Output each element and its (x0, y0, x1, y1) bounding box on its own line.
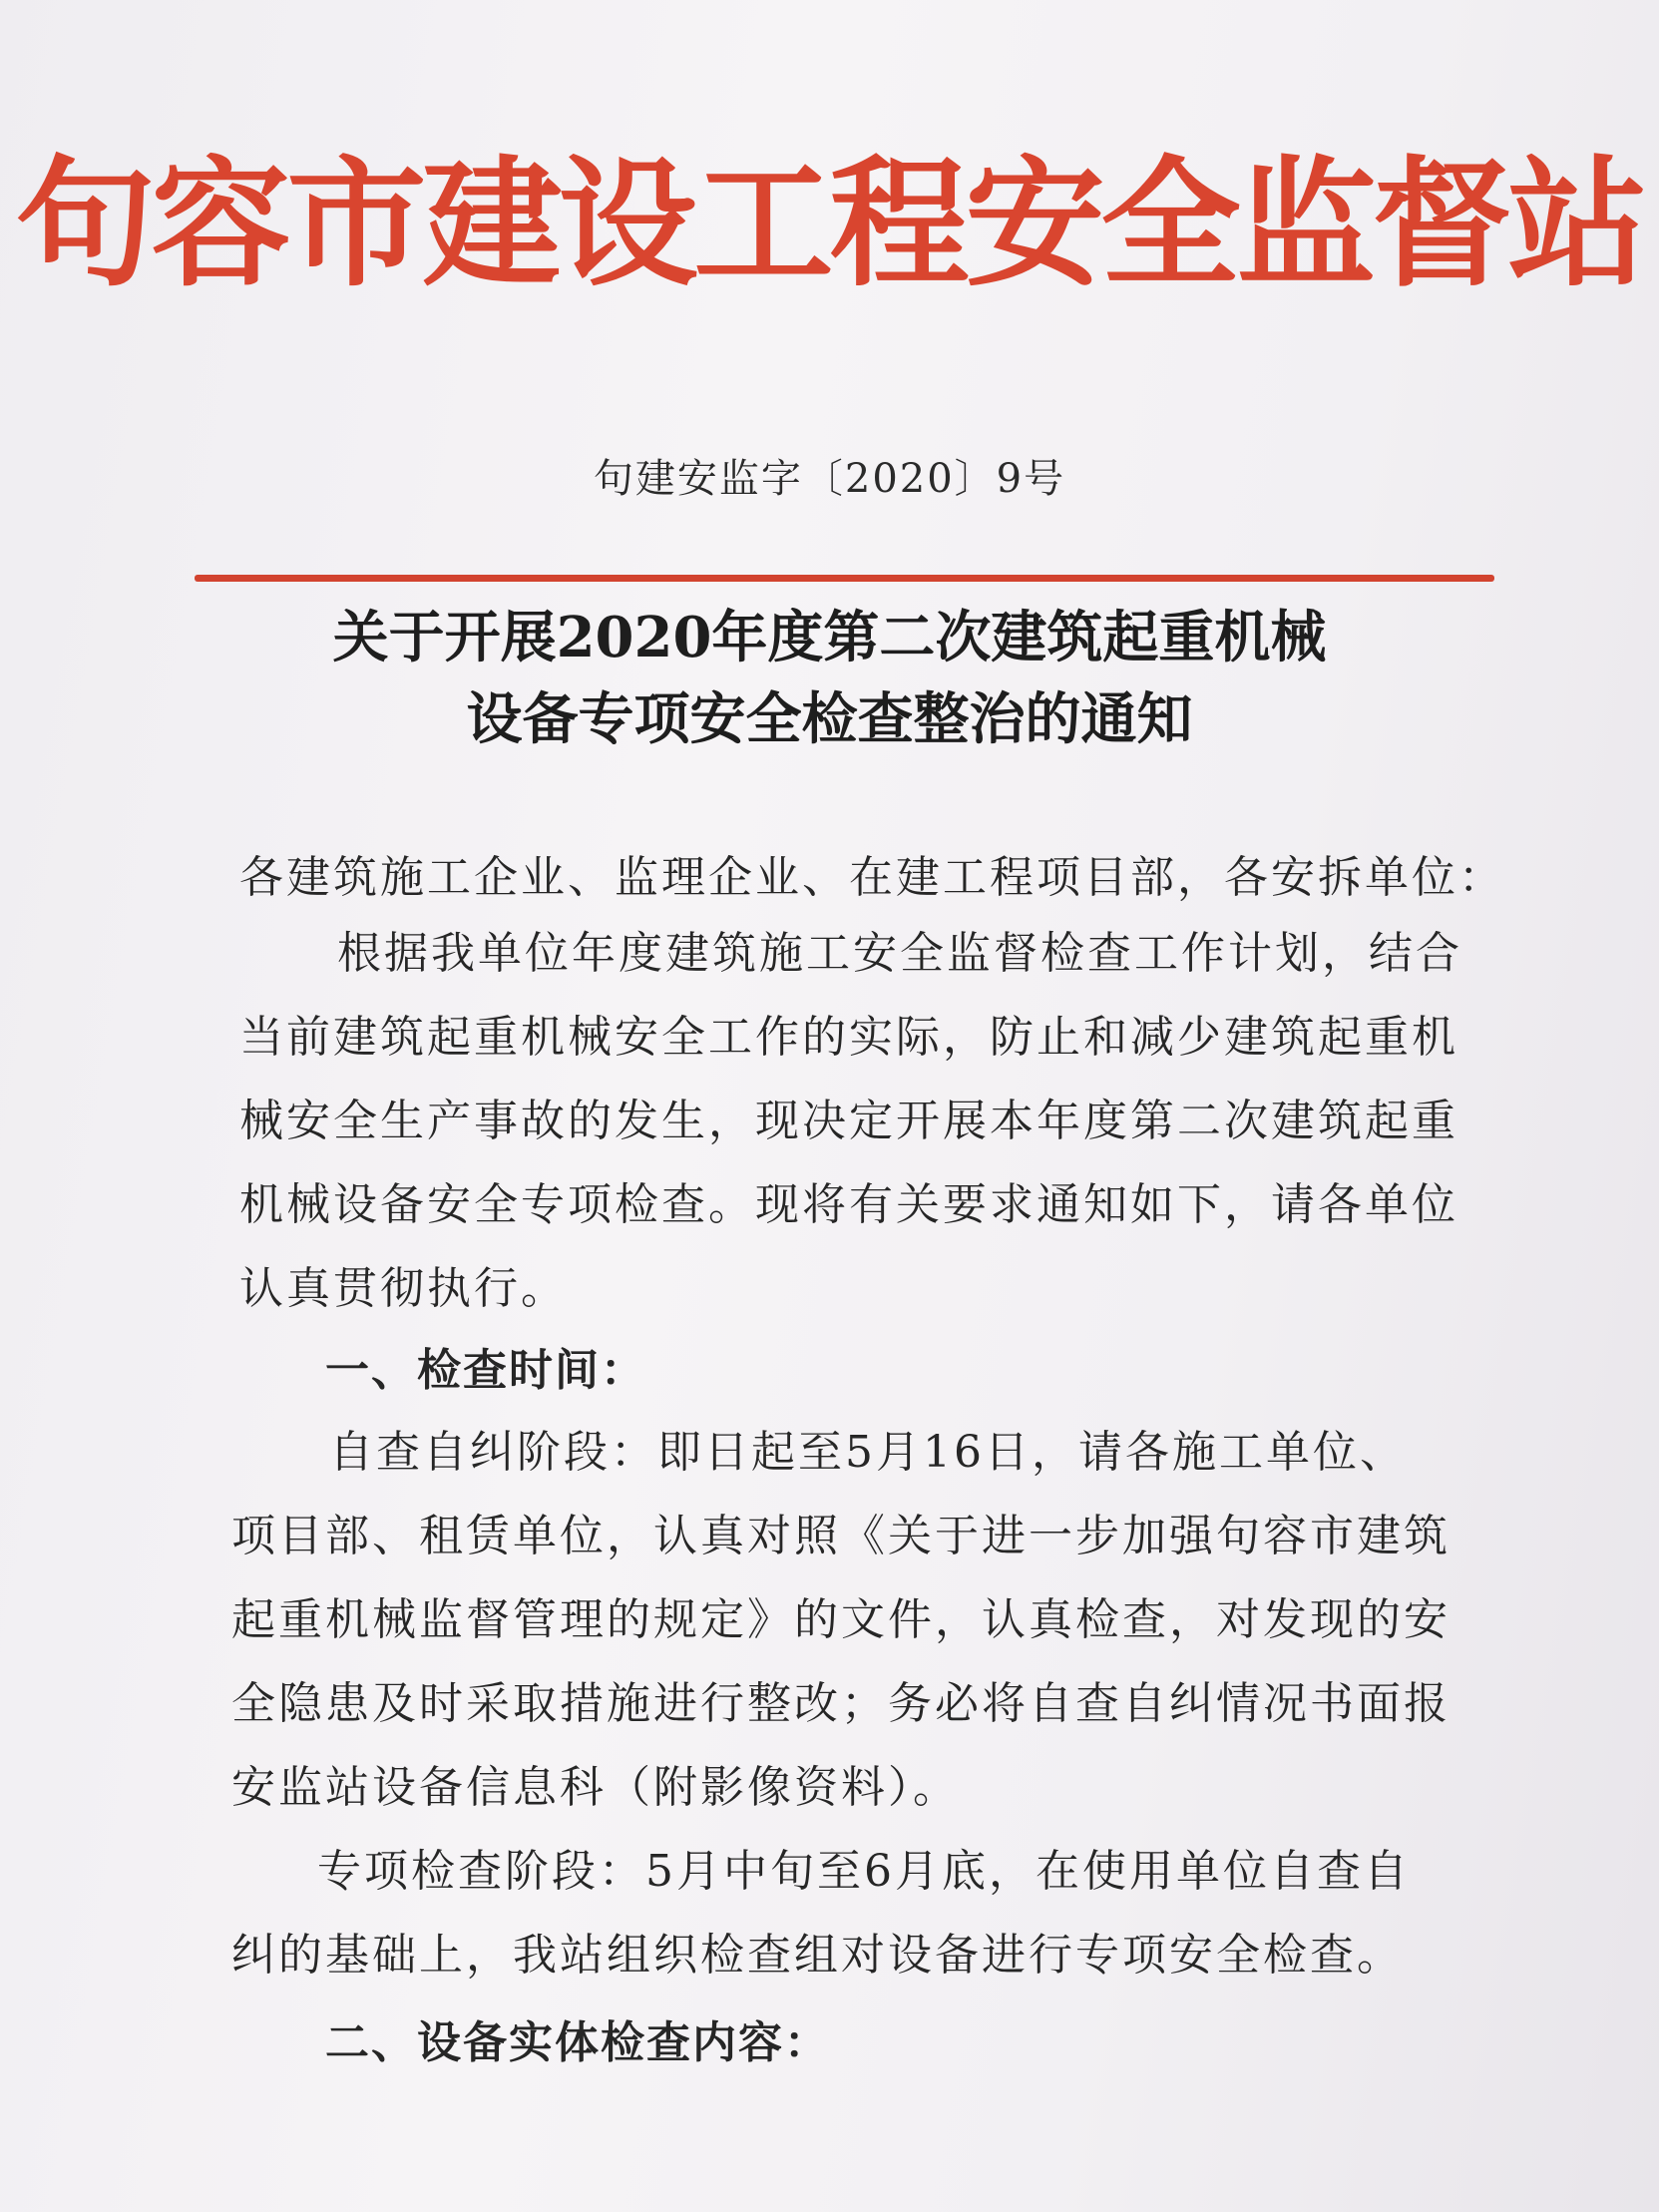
section-heading: 二、设备实体检查内容： (325, 2017, 830, 2068)
paragraph-line: 认真贯彻执行。 (239, 1263, 568, 1314)
paragraph-line: 项目部、租赁单位，认真对照《关于进一步加强句容市建筑 (231, 1511, 1451, 1561)
paragraph-line: 根据我单位年度建筑施工安全监督检查工作计划，结合 (337, 928, 1462, 979)
notice-title (0, 597, 1659, 760)
paragraph-line: 安监站设备信息科（附影像资料）。 (231, 1762, 960, 1813)
paragraph-line: 自查自纠阶段：即日起至5月16日，请各施工单位、 (329, 1427, 1407, 1478)
section-heading: 一、检查时间： (325, 1345, 646, 1396)
issuer-masthead: 句容市建设工程安全监督站 (15, 143, 1644, 306)
paragraph-line: 纠的基础上，我站组织检查组对设备进行专项安全检查。 (231, 1930, 1404, 1981)
paragraph-line: 起重机械监督管理的规定》的文件，认真检查，对发现的安 (231, 1594, 1451, 1645)
document-number: 句建安监字〔2020〕9号 (593, 456, 1066, 502)
title-line: 关于开展2020年度第二次建筑起重机械 (332, 605, 1327, 670)
paragraph-line: 专项检查阶段：5月中旬至6月底，在使用单位自查自 (317, 1846, 1411, 1897)
title-line: 设备专项安全检查整治的通知 (466, 686, 1193, 752)
paragraph-line: 全隐患及时采取措施进行整改；务必将自查自纠情况书面报 (231, 1678, 1451, 1729)
paragraph-line: 机械设备安全专项检查。现将有关要求通知如下，请各单位 (239, 1179, 1458, 1230)
paragraph-line: 当前建筑起重机械安全工作的实际，防止和减少建筑起重机 (239, 1012, 1458, 1063)
red-divider (195, 575, 1494, 582)
salutation: 各建筑施工企业、监理企业、在建工程项目部，各安拆单位： (239, 852, 1505, 903)
paragraph-line: 械安全生产事故的发生，现决定开展本年度第二次建筑起重 (239, 1096, 1458, 1146)
